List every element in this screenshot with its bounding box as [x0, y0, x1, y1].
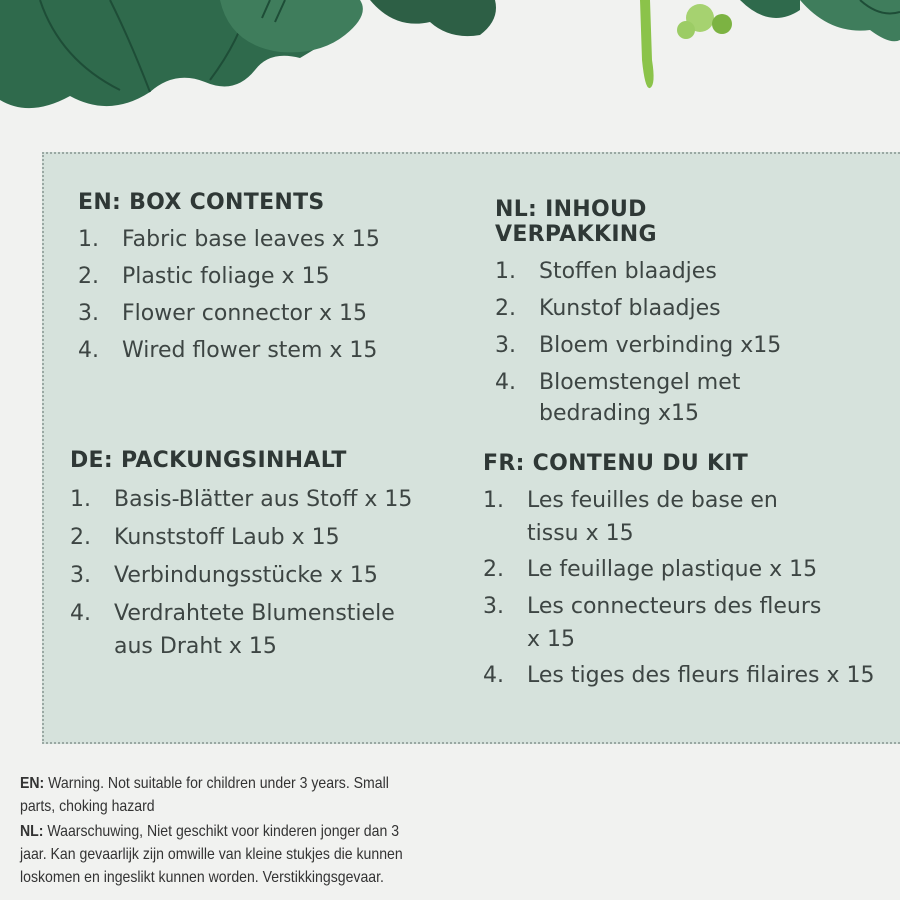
list-item: 3. Bloem verbinding x15	[495, 333, 782, 358]
list-item: 1. Les feuilles de base en tissu x 15	[483, 488, 778, 546]
list-fr	[483, 484, 900, 696]
section-title-fr: FR: CONTENU DU KIT	[483, 451, 749, 476]
section-title-nl: NL: INHOUD VERPAKKING	[495, 197, 657, 247]
section-fr	[483, 451, 900, 696]
list-nl	[495, 253, 805, 429]
section-en	[78, 190, 478, 369]
list-item: 2. Plastic foliage x 15	[78, 264, 330, 289]
list-item: 3. Verbindungsstücke x 15	[70, 563, 378, 588]
list-item: 4. Wired flower stem x 15	[78, 338, 378, 363]
list-item: 4. Verdrahtete Blumenstiele aus Draht x 15	[70, 601, 395, 659]
section-title-de: DE: PACKUNGSINHALT	[70, 448, 347, 473]
list-item: 2. Le feuillage plastique x 15	[483, 557, 818, 582]
leaf-decoration	[0, 0, 900, 120]
section-de	[70, 448, 450, 663]
warning-block	[20, 772, 407, 891]
list-item: 2. Kunstof blaadjes	[495, 296, 721, 321]
warning-en: EN: Warning. Not suitable for children under 3 years. Small parts, choking hazard	[20, 775, 389, 815]
list-en	[78, 221, 478, 369]
list-item: 1. Fabric base leaves x 15	[78, 227, 380, 252]
section-title-en: EN: BOX CONTENTS	[78, 190, 325, 215]
list-item: 3. Flower connector x 15	[78, 301, 367, 326]
list-item: 1. Basis-Blätter aus Stoff x 15	[70, 487, 413, 512]
list-item: 4. Bloemstengel met bedrading x15	[495, 370, 741, 426]
list-de	[70, 481, 450, 663]
list-item: 3. Les connecteurs des fleurs x 15	[483, 594, 822, 652]
section-nl	[495, 197, 805, 429]
list-item: 2. Kunststoff Laub x 15	[70, 525, 340, 550]
list-item: 1. Stoffen blaadjes	[495, 259, 717, 284]
warning-nl: NL: Waarschuwing, Niet geschikt voor kinderen jonger dan 3 jaar. Kan gevaarlijk zijn omwille van kleine stukjes die kunnen loskomen en ingeslikt kunnen worden. Verstikkingsgevaar.	[20, 823, 403, 886]
list-item: 4. Les tiges des fleurs filaires x 15	[483, 663, 875, 688]
